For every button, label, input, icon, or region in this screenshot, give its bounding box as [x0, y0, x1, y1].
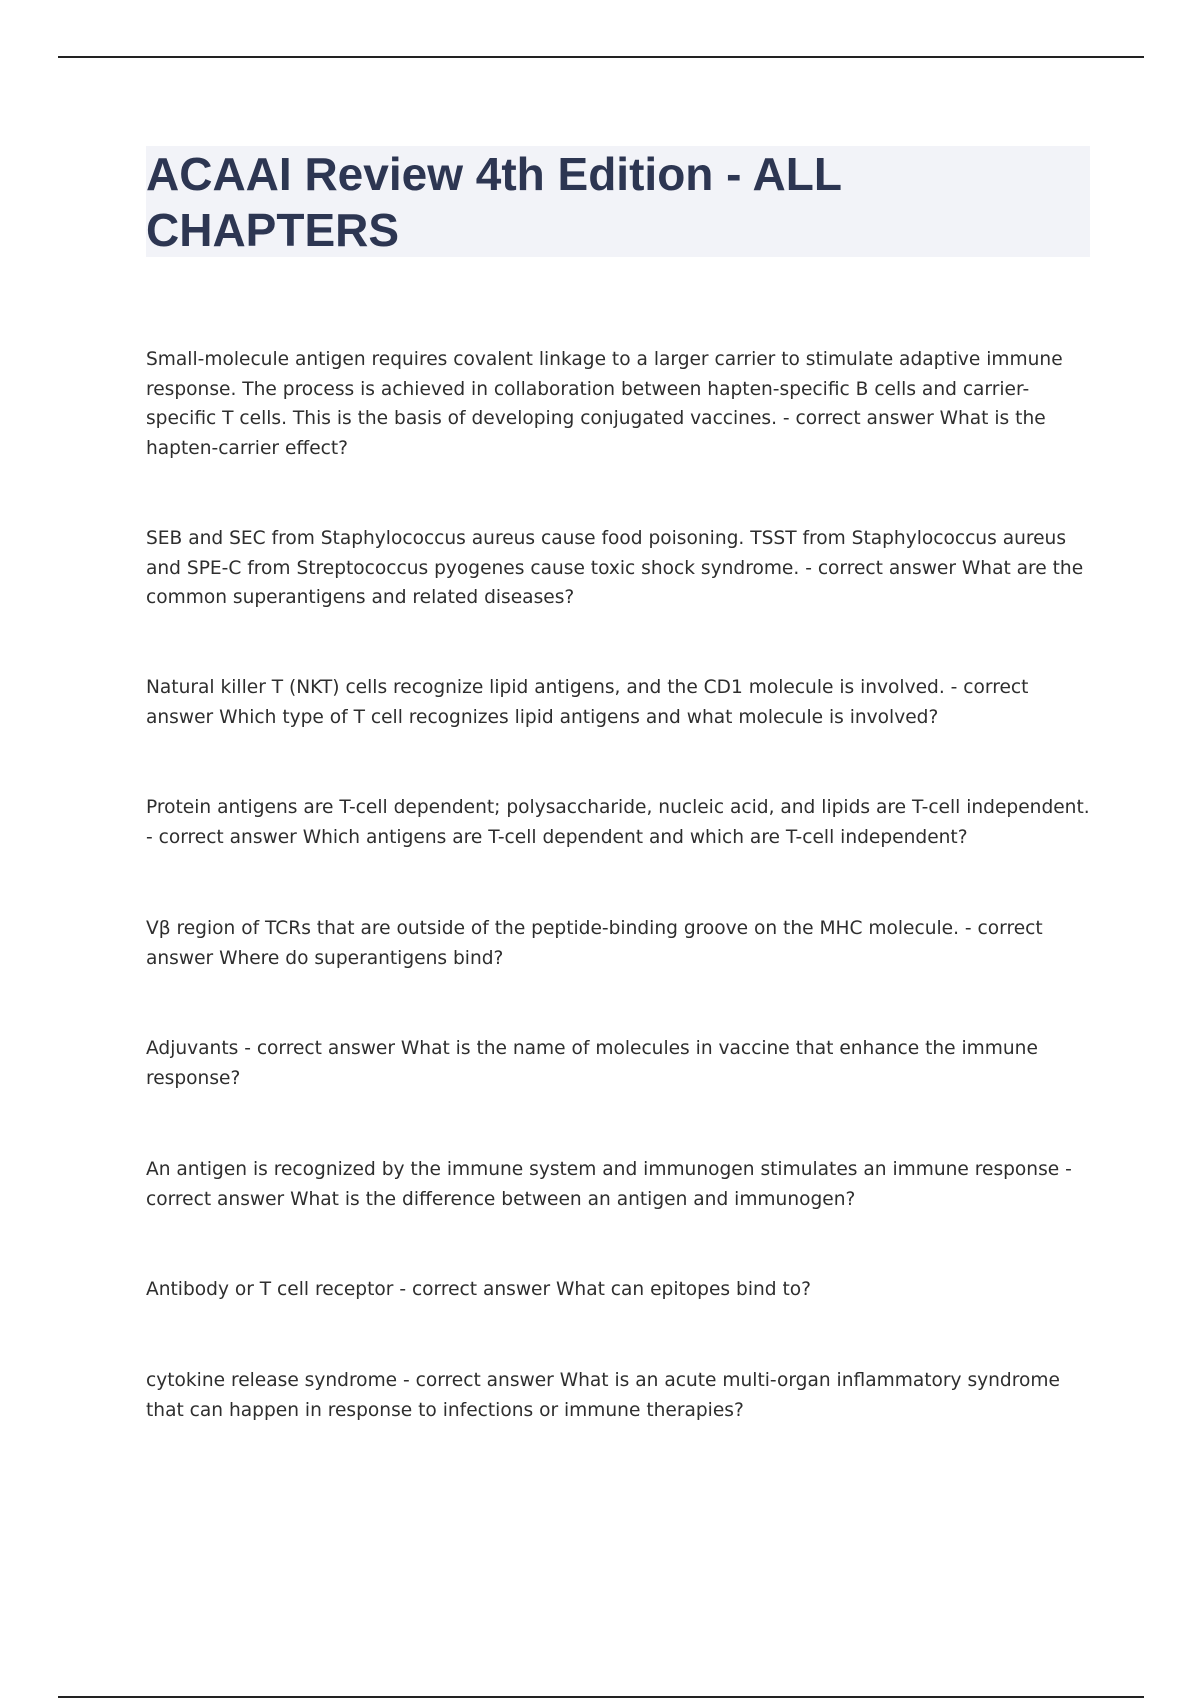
qa-item-nkt-cells: Natural killer T (NKT) cells recognize lipid antigens, and the CD1 molecule is involved. - correct answer Which type of T cell recognizes lipid antigens and what molecule is involved?	[146, 677, 1029, 728]
qa-item-superantigen-binding: Vβ region of TCRs that are outside of the peptide-binding groove on the MHC molecule. - correct answer Where do superantigens bind?	[146, 918, 1043, 969]
qa-item-cytokine-release: cytokine release syndrome - correct answer What is an acute multi-organ inflammatory syndrome that can happen in response to infections or immune therapies?	[146, 1370, 1060, 1421]
qa-item-superantigens-diseases: SEB and SEC from Staphylococcus aureus cause food poisoning. TSST from Staphylococcus aureus and SPE-C from Streptococcus pyogenes cause toxic shock syndrome. - correct answer What are the common superantigens and related diseases?	[146, 528, 1084, 608]
qa-item-t-cell-dependence: Protein antigens are T-cell dependent; polysaccharide, nucleic acid, and lipids are T-cell independent. - correct answer Which antigens are T-cell dependent and which are T-cell independent?	[146, 797, 1090, 848]
bottom-divider	[58, 1696, 1144, 1698]
title-banner	[146, 146, 1090, 257]
qa-item-adjuvants: Adjuvants - correct answer What is the name of molecules in vaccine that enhance the immune response?	[146, 1038, 1038, 1089]
top-divider	[58, 56, 1144, 58]
qa-item-antigen-vs-immunogen: An antigen is recognized by the immune system and immunogen stimulates an immune response - correct answer What is the difference between an antigen and immunogen?	[146, 1159, 1072, 1210]
qa-item-hapten-carrier: Small-molecule antigen requires covalent linkage to a larger carrier to stimulate adaptive immune response. The process is achieved in collaboration between hapten-specific B cells and carrier-specific T cells. This is the basis of developing conjugated vaccines. - correct answer What is the hapten-carrier effect?	[146, 349, 1063, 459]
qa-item-epitopes: Antibody or T cell receptor - correct answer What can epitopes bind to?	[146, 1279, 812, 1300]
document-title: ACAAI Review 4th Edition - ALL CHAPTERS	[146, 148, 842, 256]
